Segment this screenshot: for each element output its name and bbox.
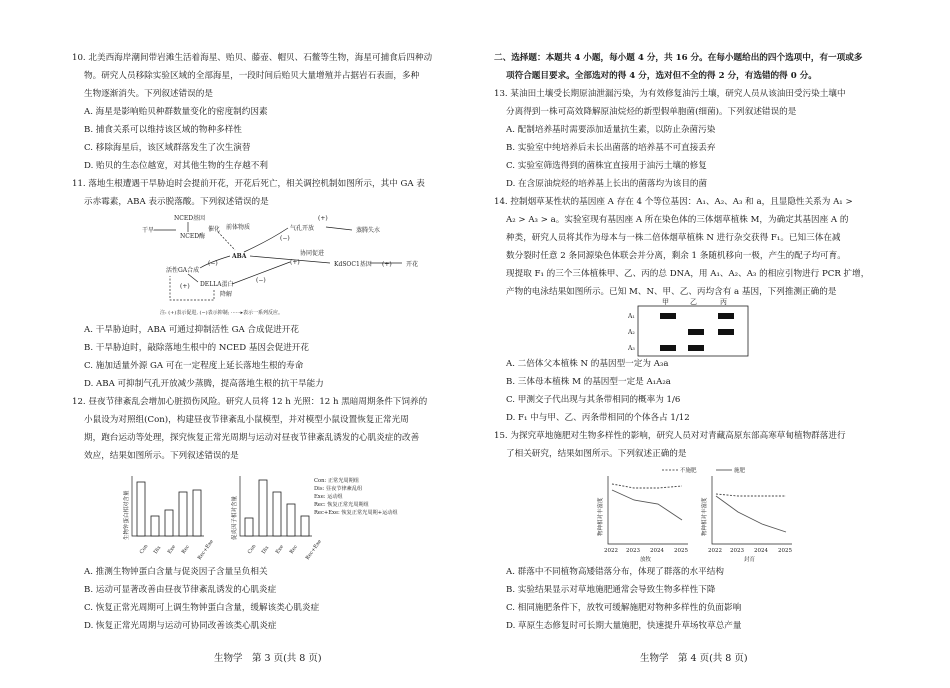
q12-left-bar-dis [151, 516, 159, 536]
q12-option-c: C. 恢复正常光周期可上调生物钟蛋白含量，缓解该类心肌炎症 [84, 603, 320, 613]
gel-lane-bing: 丙 [720, 298, 727, 306]
q15-right-year-2025: 2025 [778, 548, 792, 554]
diagram-drought: 干旱 [142, 227, 155, 234]
q15-right-year-2022: 2022 [708, 548, 722, 554]
q15-option-b: B. 实验结果显示对草地施肥通常会导致生物多样性下降 [506, 585, 716, 595]
q11-stem-line1: 11. 落地生根遭遇干旱胁迫时会提前开花，开花后死亡，相关调控机制如图所示，其中 GA 表 [72, 179, 425, 189]
q11-option-d: D. ABA 可抑制气孔开放减少蒸腾，提高落地生根的抗干旱能力 [84, 379, 324, 389]
q12-right-tick-recexe: Rec+Exe [304, 538, 323, 562]
diagram-water-loss: 蒸腾失水 [356, 227, 381, 234]
q11-option-c: C. 施加适量外源 GA 可在一定程度上延长落地生根的寿命 [84, 361, 304, 371]
q15-panel-enclosure: 封育 [744, 557, 756, 563]
q14-gel-electrophoresis [628, 296, 778, 358]
q12-stem-line4: 效应，结果如图所示。下列叙述错误的是 [84, 451, 239, 461]
q11-option-b: B. 干旱胁迫时，敲除落地生根中的 NCED 基因会促进开花 [84, 343, 309, 353]
q13-option-a: A. 配制培养基时需要添加适量抗生素，以防止杂菌污染 [506, 125, 716, 135]
q12-legend-3: Exe: 运动组 [314, 494, 343, 500]
gel-row-a3: A₃ [628, 345, 635, 352]
q12-left-bar-exe [165, 510, 173, 536]
right-footer: 生物学 第 4 页(共 8 页) [640, 653, 748, 664]
q12-left-tick-exe: Exe [166, 543, 178, 556]
q12-stem-line2: 小鼠设为对照组(Con)，构建昼夜节律紊乱小鼠模型，并对模型小鼠设置恢复正常光周 [84, 415, 409, 425]
diagram-aba: ABA [232, 253, 247, 260]
q14-stem-line1: 14. 控制烟草某性状的基因座 A 存在 4 个等位基因：A₁、A₂、A₃ 和 a，且显隐性关系为 A₁ > [494, 197, 853, 207]
q15-right-axes [712, 476, 792, 544]
gel-band-yi-a2 [688, 329, 704, 335]
q13-option-b: B. 实验室中纯培养后未长出菌落的培养基不可直接丢弃 [506, 143, 716, 153]
q15-left-ylabel: 物种相对丰富度 [598, 497, 604, 536]
diagram-plus-4: (+) [180, 283, 190, 290]
q15-left-year-2023: 2023 [626, 548, 640, 554]
diagram-della: DELLA蛋白 [200, 281, 234, 288]
q12-left-bar-rec [179, 492, 187, 536]
arrow-degrade-loop [170, 276, 214, 300]
left-footer: 生物学 第 3 页(共 8 页) [214, 653, 322, 664]
q13-stem-line2: 分离得到一株可高效降解原油烷烃的新型假单胞菌(细菌)。下列叙述错误的是 [506, 107, 797, 117]
q14-stem-line2: A₂ > A₃ > a。实验室现有基因座 A 所在染色体的三体烟草植株 M，为确定其基因座 A 的 [506, 215, 849, 225]
q15-right-fert-line [716, 496, 786, 532]
q12-stem-line3: 期，跑台运动等处理，探究恢复正常光周期与运动对昼夜节律紊乱诱发的心肌炎症的改善 [84, 433, 420, 443]
diagram-ga-synth: 活性GA合成 [166, 267, 200, 274]
q12-legend-1: Con: 正常光周期组 [314, 478, 359, 484]
q11-option-a: A. 干旱胁迫时，ABA 可通过抑制活性 GA 合成促进开花 [84, 325, 299, 335]
diagram-synergy: 协同促进 [300, 250, 325, 257]
q10-option-c: C. 移除海星后，该区域群落发生了次生演替 [84, 143, 251, 153]
q13-option-d: D. 在含原油烷烃的培养基上长出的菌落均为该目的菌 [506, 179, 708, 189]
q15-left-nofert-line [612, 484, 682, 488]
q12-right-bar-exe [273, 492, 281, 536]
diagram-degrade: 降解 [220, 291, 233, 298]
q10-option-b: B. 捕食关系可以维持该区域的物种多样性 [84, 125, 242, 135]
diagram-minus-3: (−) [256, 277, 266, 284]
q15-legend-nofert: 不施肥 [680, 468, 697, 474]
q12-left-tick-rec: Rec [180, 543, 192, 556]
q10-option-a: A. 海星是影响贻贝种群数量变化的密度制约因素 [84, 107, 268, 117]
q12-right-tick-exe: Exe [274, 543, 286, 556]
gel-band-jia-a1 [660, 313, 676, 319]
diagram-catalysis: 催化 [208, 226, 221, 233]
diagram-minus-2: (−) [208, 260, 218, 267]
q12-legend-2: Dis: 昼夜节律紊乱组 [314, 486, 363, 492]
diagram-flowering: 开花 [406, 261, 419, 268]
q15-right-nofert-line [716, 494, 786, 496]
q15-right-year-2023: 2023 [730, 548, 744, 554]
q15-right-ylabel: 物种相对丰富度 [702, 497, 708, 536]
diagram-minus-1: (−) [280, 235, 290, 242]
section-header-line2: 项符合题目要求。全部选对的得 4 分，选对但不全的得 2 分，有选错的得 0 分。 [506, 71, 817, 81]
q12-right-tick-rec: Rec [288, 543, 300, 556]
q15-line-charts [592, 466, 802, 564]
aba-regulation-diagram [140, 210, 440, 318]
q10-stem-line2: 物。研究人员移除实验区域的全部海星，一段时间后贻贝大量增殖并占据岩石表面，多种 [84, 71, 420, 81]
q13-option-c: C. 实验室筛选得到的菌株宜直接用于油污土壤的修复 [506, 161, 707, 171]
q14-stem-line4: 数分裂时任意 2 条同源染色体联会并分离，剩余 1 条随机移向一极，产生的配子均可育。 [506, 251, 846, 261]
q12-right-ylabel: 促炎因子相对含量 [232, 495, 238, 540]
q15-left-year-2024: 2024 [650, 548, 664, 554]
q12-left-bar-con [137, 482, 145, 536]
diagram-stomata: 气孔开放 [290, 225, 315, 232]
q12-right-bar-recexe [301, 516, 309, 536]
q12-left-tick-dis: Dis [152, 544, 163, 556]
q14-stem-line6: 产物的电泳结果如图所示。已知 M、N、甲、乙、丙均含有 a 基因，下列推测正确的是 [506, 287, 837, 297]
q14-option-c: C. 甲测交子代出现与其条带相同的概率为 1/6 [506, 395, 681, 405]
q15-left-fert-line [612, 490, 682, 520]
q15-left-year-2025: 2025 [674, 548, 688, 554]
q15-stem-line1: 15. 为探究草地施肥对生物多样性的影响，研究人员对对青藏高原东部高寒草甸植物群落进行 [494, 431, 846, 441]
q12-legend-4: Rec: 恢复正常光周期组 [314, 502, 369, 508]
q14-stem-line5: 现提取 F₁ 的三个三体植株甲、乙、丙的总 DNA，用 A₁、A₂、A₃ 的相应引物进行 PCR 扩增， [506, 269, 870, 279]
q12-right-tick-con: Con [246, 543, 258, 556]
q12-legend-5: Rec+Exe: 恢复正常光周期+运动组 [314, 510, 398, 516]
q15-legend-fert: 施肥 [734, 468, 746, 474]
q15-option-c: C. 相同施肥条件下，放牧可缓解施肥对物种多样性的负面影响 [506, 603, 742, 613]
diagram-plus-3: (+) [382, 261, 392, 268]
q14-option-d: D. F₁ 中与甲、乙、丙条带相同的个体各占 1/12 [506, 413, 690, 423]
q12-left-ylabel: 生物钟蛋白相对含量 [124, 490, 130, 540]
diagram-nced-enzyme: NCED酶 [180, 233, 206, 240]
diagram-precursor: 前体物质 [226, 224, 251, 231]
diagram-plus-1: (+) [318, 215, 328, 222]
diagram-plus-2: (+) [290, 259, 300, 266]
gel-band-bing-a1 [718, 313, 734, 319]
q12-right-bar-rec [287, 504, 295, 536]
q12-left-tick-recexe: Rec+Exe [196, 538, 215, 562]
q12-option-b: B. 运动可显著改善由昼夜节律紊乱诱发的心肌炎症 [84, 585, 277, 595]
q12-option-a: A. 推测生物钟蛋白含量与促炎因子含量呈负相关 [84, 567, 268, 577]
gel-band-jia-a3 [660, 345, 676, 351]
q15-option-d: D. 草原生态修复时可长期大量施肥，快速提升草场牧草总产量 [506, 621, 742, 631]
gel-row-a1: A₁ [628, 313, 635, 320]
q15-right-year-2024: 2024 [754, 548, 768, 554]
q10-stem-line3: 生物逐渐消失。下列叙述错误的是 [84, 89, 213, 99]
q12-right-bar-dis [259, 480, 267, 536]
q11-stem-line2: 示赤霉素，ABA 表示脱落酸。下列叙述错误的是 [84, 197, 269, 207]
q12-right-bar-con [245, 518, 253, 536]
q12-right-tick-dis: Dis [260, 544, 271, 556]
gel-row-a2: A₂ [628, 329, 635, 336]
q15-left-year-2022: 2022 [604, 548, 618, 554]
gel-lane-yi: 乙 [690, 298, 697, 306]
q14-option-a: A. 二倍体父本植株 N 的基因型一定为 A₃a [506, 359, 669, 369]
q14-option-b: B. 三体母本植株 M 的基因型一定是 A₁A₂a [506, 377, 671, 387]
section-header-line1: 二、选择题：本题共 4 小题，每小题 4 分，共 16 分。在每小题给出的四个选项中，有一项或多 [494, 53, 863, 63]
diagram-nced-gene: NCED基因 [174, 215, 206, 222]
q15-option-a: A. 群落中不同植物高矮错落分布，体现了群落的水平结构 [506, 567, 724, 577]
arrow-ga-della [188, 274, 198, 282]
q15-panel-grazing: 放牧 [640, 557, 652, 563]
gel-lane-jia: 甲 [662, 298, 669, 306]
q10-stem-line1: 10. 北美西海岸潮间带岩滩生活着海星、贻贝、藤壶、帽贝、石鳖等生物，海星可捕食后四种动 [72, 53, 433, 63]
diagram-kdsoc1: KdSOC1基因 [334, 261, 372, 268]
q12-stem-line1: 12. 昼夜节律紊乱会增加心脏损伤风险。研究人员将 12 h 光照：12 h 黑暗周期条件下饲养的 [72, 397, 428, 407]
q12-option-d: D. 恢复正常光周期与运动可协同改善该类心肌炎症 [84, 621, 277, 631]
arrow-precursor-aba [218, 232, 235, 250]
arrow-stomata-loss [326, 227, 352, 230]
gel-band-bing-a2 [718, 329, 734, 335]
q12-bar-charts [100, 470, 460, 562]
gel-band-yi-a3 [688, 345, 704, 351]
q10-option-d: D. 贻贝的生态位越宽，对其他生物的生存越不利 [84, 161, 268, 171]
q12-left-tick-con: Con [138, 543, 150, 556]
diagram-legend: 注: (+)表示促进, (−)表示抑制; ······▸表示一系列反应。 [160, 310, 283, 316]
q13-stem-line1: 13. 某油田土壤受长期原油泄漏污染，为有效修复油污土壤，研究人员从该油田受污染土壤中 [494, 89, 846, 99]
q12-left-bar-recexe [193, 490, 201, 536]
q14-stem-line3: 种类，研究人员将其作为母本与一株二倍体烟草植株 N 进行杂交获得 F₁。已知三体在减 [506, 233, 841, 243]
q15-stem-line2: 了相关研究，结果如图所示。下列叙述正确的是 [506, 449, 687, 459]
